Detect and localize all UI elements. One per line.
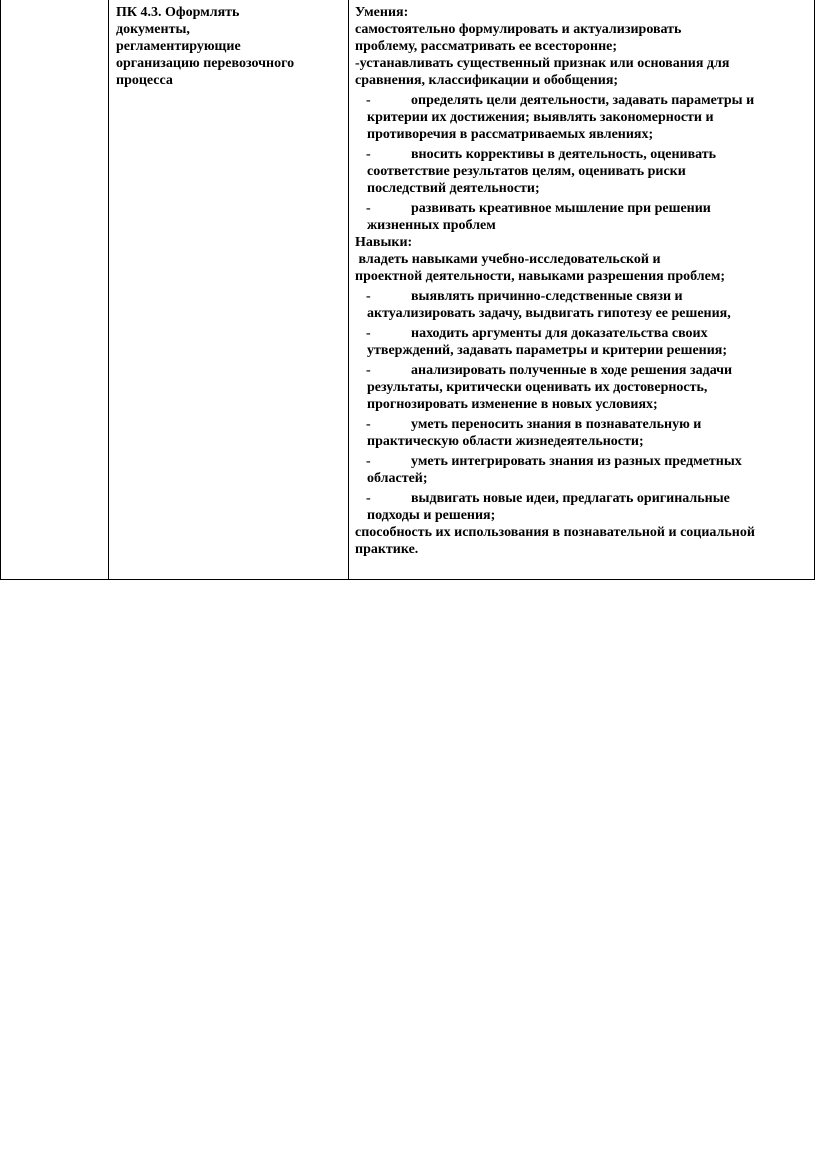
abilities-bullet-item — [355, 288, 813, 322]
abilities-bullet-item — [355, 490, 813, 524]
dash-marker: - — [366, 454, 371, 469]
skills-intro-line: проблему, рассматривать ее всесторонне; — [355, 39, 618, 54]
dash-marker: - — [366, 491, 371, 506]
skills-intro-line: самостоятельно формулировать и актуализировать — [355, 22, 682, 37]
dash-marker: - — [366, 201, 371, 216]
bullet-first-line: анализировать полученные в ходе решения задачи — [411, 363, 733, 378]
requirements-cell — [355, 4, 813, 558]
dash-marker: - — [366, 326, 371, 341]
bullet-continuation-line: областей; — [367, 471, 428, 486]
column-divider-1 — [108, 0, 109, 579]
abilities-bullet-item — [355, 362, 813, 413]
bullet-first-line: находить аргументы для доказательства своих — [411, 326, 708, 341]
skills-intro-line: сравнения, классификации и обобщения; — [355, 73, 619, 88]
bullet-continuation-line: прогнозировать изменение в новых условиях; — [367, 397, 658, 412]
column-divider-2 — [348, 0, 349, 579]
bullet-first-line: развивать креативное мышление при решении — [411, 201, 711, 216]
bullet-first-line: вносить коррективы в деятельность, оценивать — [411, 147, 717, 162]
bullet-continuation-line: результаты, критически оценивать их достоверность, — [367, 380, 708, 395]
competency-line: ПК 4.3. Оформлять — [116, 5, 240, 20]
skills-bullet-item — [355, 200, 813, 234]
competency-table — [0, 0, 815, 580]
dash-marker: - — [366, 289, 371, 304]
skills-bullet-item — [355, 146, 813, 197]
abilities-intro-line: проектной деятельности, навыками разрешения проблем; — [355, 269, 726, 284]
competency-cell — [116, 4, 341, 89]
bullet-continuation-line: подходы и решения; — [367, 508, 496, 523]
dash-marker: - — [366, 363, 371, 378]
dash-marker: - — [366, 147, 371, 162]
skills-heading: Умения: — [355, 5, 409, 20]
bullet-continuation-line: критерии их достижения; выявлять закономерности и — [367, 110, 714, 125]
bullet-continuation-line: утверждений, задавать параметры и критерии решения; — [367, 343, 728, 358]
skills-bullet-item — [355, 92, 813, 143]
bullet-first-line: выдвигать новые идеи, предлагать оригинальные — [411, 491, 730, 506]
bullet-continuation-line: последствий деятельности; — [367, 181, 540, 196]
bullet-continuation-line: соответствие результатов целям, оценивать риски — [367, 164, 686, 179]
dash-marker: - — [366, 417, 371, 432]
bullet-continuation-line: практическую области жизнедеятельности; — [367, 434, 644, 449]
abilities-bullet-item — [355, 325, 813, 359]
abilities-bullet-item — [355, 453, 813, 487]
bullet-continuation-line: противоречия в рассматриваемых явлениях; — [367, 127, 654, 142]
bullet-continuation-line: актуализировать задачу, выдвигать гипотезу ее решения, — [367, 306, 731, 321]
skills-intro-line: -устанавливать существенный признак или основания для — [355, 56, 730, 71]
bullet-first-line: выявлять причинно-следственные связи и — [411, 289, 683, 304]
bullet-first-line: уметь интегрировать знания из разных предметных — [411, 454, 742, 469]
abilities-bullet-item — [355, 416, 813, 450]
competency-line: организацию перевозочного — [116, 56, 295, 71]
competency-line: документы, — [116, 22, 190, 37]
dash-marker: - — [366, 93, 371, 108]
competency-line: регламентирующие — [116, 39, 241, 54]
bullet-first-line: уметь переносить знания в познавательную и — [411, 417, 702, 432]
bullet-continuation-line: жизненных проблем — [367, 218, 496, 233]
closing-line: практике. — [355, 542, 419, 557]
abilities-intro-line: владеть навыками учебно-исследовательской и — [355, 252, 661, 267]
bullet-first-line: определять цели деятельности, задавать параметры и — [411, 93, 755, 108]
abilities-heading: Навыки: — [355, 235, 413, 250]
closing-line: способность их использования в познавательной и социальной — [355, 525, 755, 540]
competency-line: процесса — [116, 73, 173, 88]
